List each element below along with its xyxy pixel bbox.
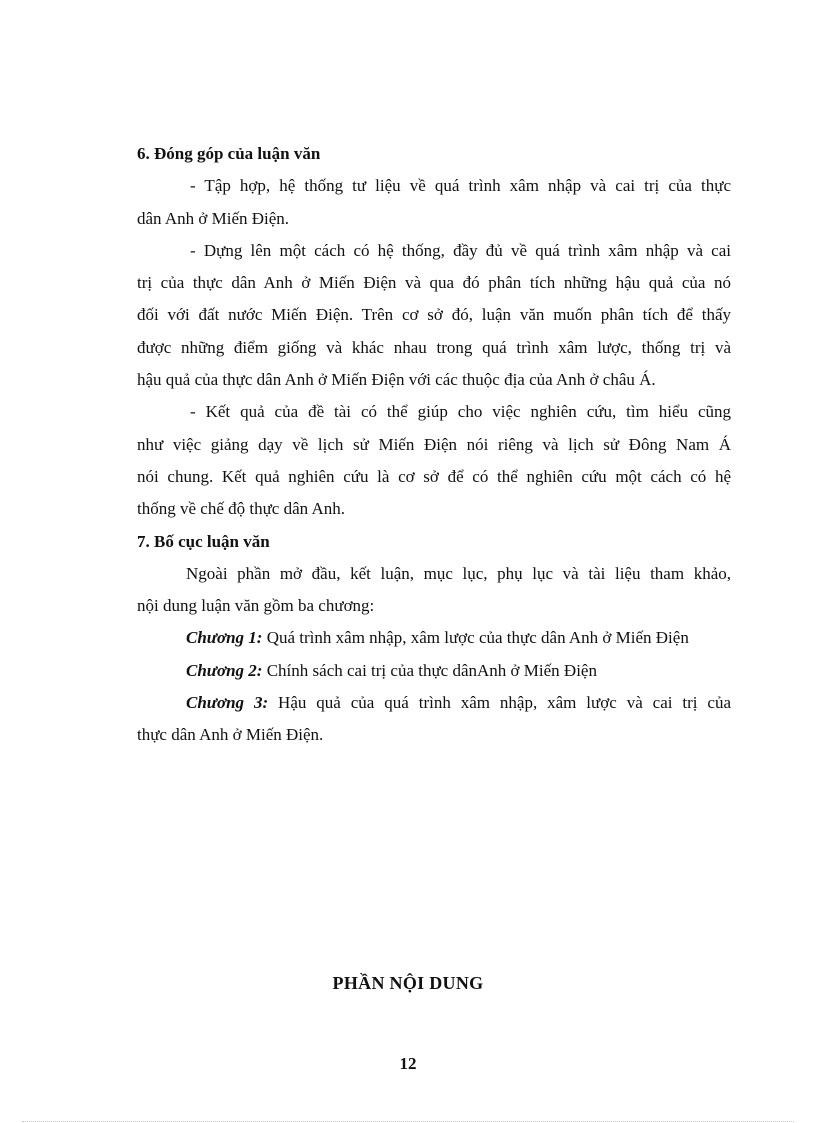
- chapter-3-continuation: thực dân Anh ở Miến Điện.: [137, 725, 324, 745]
- part-title: PHẦN NỘI DUNG: [332, 973, 484, 993]
- chapter-1-line: [137, 622, 731, 654]
- paragraph-line: dân Anh ở Miến Điện.: [137, 208, 290, 228]
- paragraph-line: trị của thực dân Anh ở Miến Điện và qua đó phân tích những hậu quả của nó: [137, 273, 731, 293]
- section-7-heading: 7. Bố cục luận văn: [137, 531, 270, 551]
- paragraph-line: hậu quả của thực dân Anh ở Miến Điện với các thuộc địa của Anh ở châu Á.: [137, 370, 656, 390]
- chapter-2-text: Chính sách cai trị của thực dânAnh ở Miến Điện: [262, 660, 597, 680]
- paragraph-line: nói chung. Kết quả nghiên cứu là cơ sở để có thể nghiên cứu một cách có hệ: [137, 466, 731, 486]
- paragraph-line: - Kết quả của đề tài có thể giúp cho việc nghiên cứu, tìm hiểu cũng: [190, 402, 731, 422]
- page-number: 12: [399, 1054, 417, 1073]
- paragraph-line: Ngoài phần mở đầu, kết luận, mục lục, phụ lục và tài liệu tham khảo,: [186, 563, 731, 583]
- chapter-3-label: Chương 3:: [186, 693, 269, 713]
- chapter-2-label: Chương 2:: [186, 660, 263, 680]
- chapter-3-line: [137, 687, 731, 719]
- paragraph-line: được những điểm giống và khác nhau trong quá trình xâm lược, thống trị và: [137, 337, 731, 357]
- paragraph-line: nội dung luận văn gồm ba chương:: [137, 596, 375, 616]
- paragraph-line: - Tập hợp, hệ thống tư liệu về quá trình xâm nhập và cai trị của thực: [190, 176, 731, 196]
- paragraph-line: thống về chế độ thực dân Anh.: [137, 499, 345, 519]
- paragraph-line: đối với đất nước Miến Điện. Trên cơ sở đó, luận văn muốn phân tích để thấy: [137, 305, 731, 325]
- chapter-2-line: [137, 655, 731, 687]
- page-body: [137, 138, 731, 752]
- section-6-heading: 6. Đóng góp của luận văn: [137, 144, 321, 163]
- page-bottom-divider: [22, 1121, 794, 1122]
- chapter-3-text: Hậu quả của quá trình xâm nhập, xâm lược và cai trị của: [268, 693, 731, 713]
- chapter-1-text: Quá trình xâm nhập, xâm lược của thực dân Anh ở Miến Điện: [262, 628, 689, 648]
- chapter-1-label: Chương 1:: [186, 628, 263, 648]
- paragraph-line: như việc giảng dạy về lịch sử Miến Điện nói riêng và lịch sử Đông Nam Á: [137, 434, 731, 454]
- paragraph-line: - Dựng lên một cách có hệ thống, đầy đủ về quá trình xâm nhập và cai: [190, 240, 731, 260]
